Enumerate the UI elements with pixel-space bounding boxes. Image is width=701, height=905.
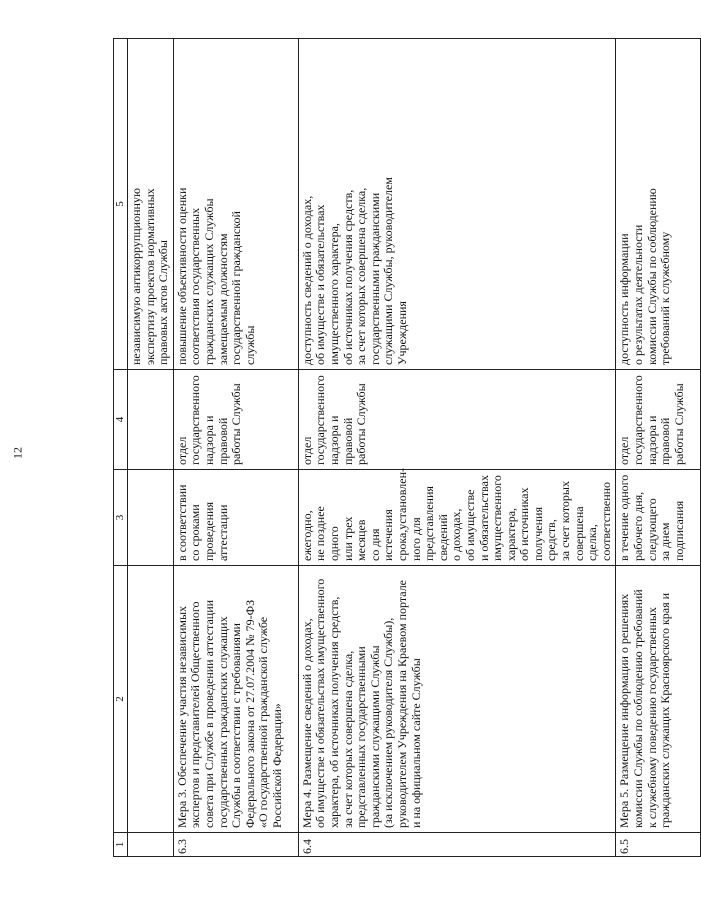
measure-cell: Мера 4. Размещение сведений о доходах, об имуществе и обязательствах имущественного характера, об источниках получения средств, за счет которых совершена сделка, представленных государственными гражданскими служащими Службы (за исключением руководителя Службы), руководителем Учреждения на Краевом портале и на официальном сайте Службы [298, 566, 616, 833]
header-col-3: 3 [114, 470, 128, 566]
term-cell [128, 470, 174, 566]
table-row [298, 39, 616, 857]
term-cell: ежегодно, не позднее одного или трех месяцев со дня истечения срока,установлен- ного для представления сведений о доходах, об имуществе и обязательствах имущественного характера, об источниках получения средств, за счет которых совершена сделка, соответственно [298, 470, 616, 566]
header-col-2: 2 [114, 566, 128, 833]
header-col-5: 5 [114, 39, 128, 370]
row-number [128, 833, 174, 857]
executor-cell: отдел государственного надзора и правовой работы Службы [173, 370, 298, 470]
table-row [173, 39, 298, 857]
document-table-rotated [113, 38, 686, 857]
header-row [114, 39, 128, 857]
header-col-4: 4 [114, 370, 128, 470]
row-number: 6.4 [298, 833, 616, 857]
measures-table [113, 38, 701, 857]
measure-cell: Мера 3. Обеспечение участия независимых экспертов и представителей Общественного совета при Службе в проведении аттестации государственных гражданских служащих Службы в соответствии с требованиями Федерального закона от 27.07.2004 № 79-ФЗ «О государственной гражданской службе Российской Федерации» [173, 566, 298, 833]
term-cell: в соответствии со сроками проведения аттестации [173, 470, 298, 566]
term-cell: в течение одного рабочего дня, следующего за днем подписания [616, 470, 701, 566]
result-cell: повышение объективности оценки соответствия государственных гражданских служащих Службы замещаемым должностям государственной гражданской службы [173, 39, 298, 370]
measure-cell: Мера 5. Размещение информации о решениях комиссии Службы по соблюдению требований к служебному поведению государственных гражданских служащих Красноярского края и [616, 566, 701, 833]
executor-cell [128, 370, 174, 470]
measure-cell [128, 566, 174, 833]
row-number: 6.3 [173, 833, 298, 857]
header-col-1: 1 [114, 833, 128, 857]
result-cell: доступность информации о результатах деятельности комиссии Службы по соблюдению требований к служебному [616, 39, 701, 370]
executor-cell: отдел государственного надзора и правовой работы Службы [616, 370, 701, 470]
result-cell: доступность сведений о доходах, об имуществе и обязательствах имущественного характера, об источниках получения средств, за счет которых совершена сделка, государственными гражданскими служащими Службы, руководителем Учреждения [298, 39, 616, 370]
row-number: 6.5 [616, 833, 701, 857]
executor-cell: отдел государственного надзора и правовой работы Службы [298, 370, 616, 470]
page-number: 12 [10, 447, 25, 459]
table-row [616, 39, 701, 857]
table-row [128, 39, 174, 857]
result-cell: независимую антикоррупционную экспертизу проектов нормативных правовых актов Службы [128, 39, 174, 370]
